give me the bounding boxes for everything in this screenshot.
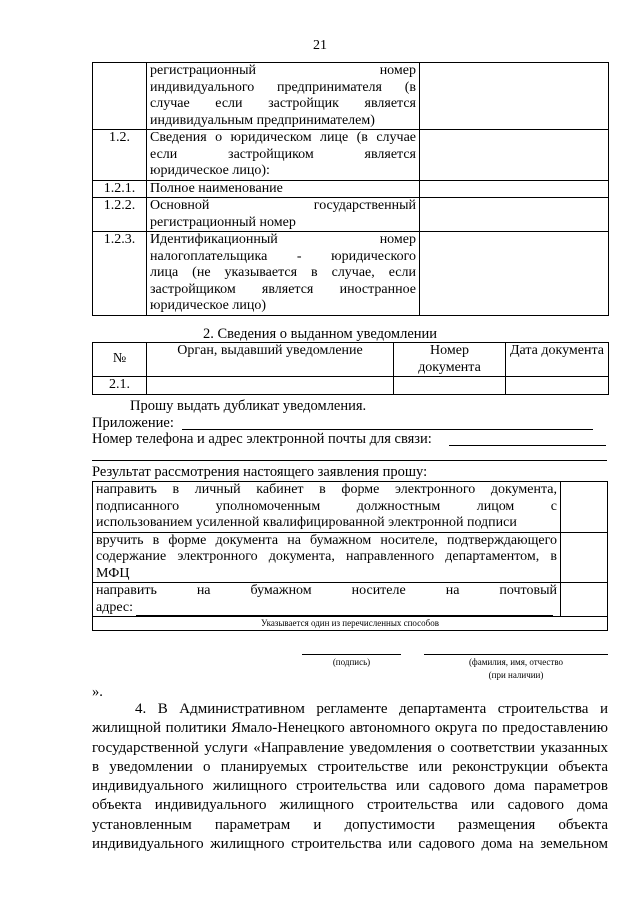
doc-date-cell[interactable] [506, 377, 609, 395]
address-field[interactable] [136, 601, 553, 616]
phone-label: Номер телефона и адрес электронной почты для связи: [92, 431, 432, 447]
row-label: регистрационный номер индивидуального предпринимателя (в случае если застройщик является индивидуальным предпринимателем) [147, 63, 420, 130]
page-number: 21 [313, 38, 327, 53]
name-caption-2: (при наличии) [488, 670, 544, 680]
table-row [93, 198, 609, 232]
paragraph-4: 4. В Административном регламенте департамента строительства и жилищной политики Ямало-Ненецкого автономного округа по предоставлению государственной услуги «Направление уведомления о соответствии указанных в уведомлении о планируемых строительстве или реконструкции объекта индивидуального жилищного строительства или садового дома параметров объекта индивидуального жилищного строительства или садового дома установленным параметрам и допустимости размещения объекта индивидуального жилищного строительства или садового дома на земельном [92, 701, 608, 853]
row-label: Идентификационный номер налогоплательщика - юридического лица (не указывается в случае, если застройщиком является иностранное юридическое лицо) [147, 232, 420, 316]
row-number: 1.2.2. [93, 198, 147, 232]
option-label: направить в личный кабинет в форме электронного документа, подписанного уполномоченным должностным лицом с использованием усиленной квалифицированной электронной подписи [93, 482, 561, 533]
column-header-organ: Орган, выдавший уведомление [147, 343, 394, 377]
row-label: Полное наименование [147, 180, 420, 198]
attachment-field[interactable] [182, 429, 593, 430]
row-label: Основной государственный регистрационный номер [147, 198, 420, 232]
attachment-label: Приложение: [92, 415, 174, 431]
notification-table [92, 342, 609, 395]
row-number [93, 63, 147, 130]
table-row [93, 232, 609, 316]
table-row [93, 532, 608, 583]
row-label: Сведения о юридическом лице (в случае если застройщиком является юридическое лицо): [147, 130, 420, 181]
name-line[interactable] [424, 654, 608, 655]
row-number: 2.1. [93, 377, 147, 395]
signature-line[interactable] [302, 654, 401, 655]
table-header-row [93, 343, 609, 377]
closing-quote: ». [92, 684, 103, 700]
row-value-cell[interactable] [420, 198, 609, 232]
table-row [93, 482, 608, 533]
table-row [93, 63, 609, 130]
section-2-title: 2. Сведения о выданном уведомлении [202, 326, 438, 342]
option-checkbox[interactable] [561, 583, 608, 617]
option-label: вручить в форме документа на бумажном носителе, подтверждающего содержание электронного документа, направленного департаментом, в МФЦ [93, 532, 561, 583]
row-value-cell[interactable] [420, 130, 609, 181]
blank-line [92, 460, 607, 461]
column-header-number: № [93, 343, 147, 377]
organ-cell[interactable] [147, 377, 394, 395]
table-row [93, 377, 609, 395]
delivery-options-table [92, 481, 608, 631]
name-caption: (фамилия, имя, отчество [468, 657, 564, 667]
option-checkbox[interactable] [561, 532, 608, 583]
attachment-row [92, 415, 174, 432]
row-value-cell[interactable] [420, 63, 609, 130]
option-checkbox[interactable] [561, 482, 608, 533]
doc-number-cell[interactable] [394, 377, 506, 395]
signature-caption: (подпись) [332, 657, 371, 667]
column-header-doc-number: Номер документа [394, 343, 506, 377]
row-value-cell[interactable] [420, 232, 609, 316]
row-number: 1.2.1. [93, 180, 147, 198]
table-row [93, 617, 608, 631]
table-row [93, 583, 608, 617]
row-number: 1.2. [93, 130, 147, 181]
row-number: 1.2.3. [93, 232, 147, 316]
request-text: Прошу выдать дубликат уведомления. [130, 398, 367, 414]
applicant-info-table [92, 62, 609, 316]
table-row [93, 180, 609, 198]
row-value-cell[interactable] [420, 180, 609, 198]
options-note: Указывается один из перечисленных способов [93, 617, 608, 631]
phone-field[interactable] [449, 445, 606, 446]
column-header-doc-date: Дата документа [506, 343, 609, 377]
table-row [93, 130, 609, 181]
result-label: Результат рассмотрения настоящего заявления прошу: [92, 464, 428, 480]
option-label: направить на бумажном носителе на почтовый адрес: [93, 583, 561, 617]
phone-row [92, 431, 432, 448]
